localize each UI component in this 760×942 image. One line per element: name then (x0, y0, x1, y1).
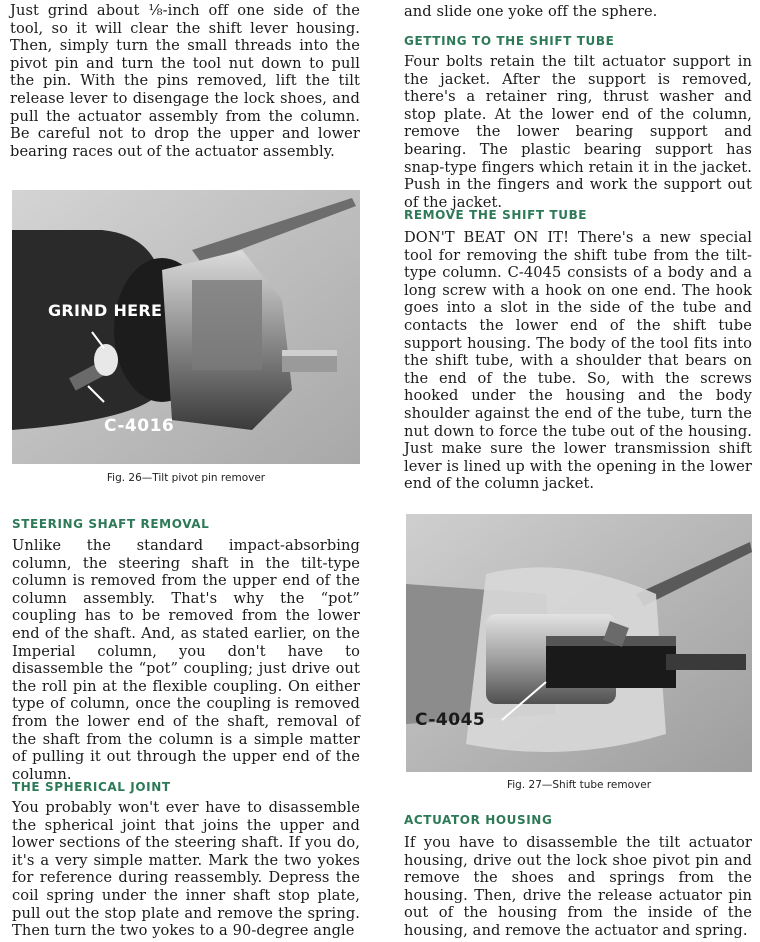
intro-paragraph: Just grind about ⅛-inch off one side of the tool, so it will clear the shift lever housing. Then, simply turn the small threads into the pivot pin and turn the tool nut down to pull the pin. With the pins removed, lift the tilt release lever to disengage the lock shoes, and pull the actuator assembly from the column. Be careful not to drop the upper and lower bearing races out of the actuator assembly. (10, 2, 360, 160)
actuator-housing-paragraph: If you have to disassemble the tilt actuator housing, drive out the lock shoe pivot pin and remove the shoes and springs from the housing. Then, drive the release actuator pin out of the housing from the inside of the housing, and remove the actuator and spring. (404, 834, 752, 939)
fig27-caption: Fig. 27—Shift tube remover (506, 779, 652, 791)
shift-tube-paragraph: Four bolts retain the tilt actuator support in the jacket. After the support is removed, there's a retainer ring, thrust washer and stop plate. At the lower end of the column, remove the lower bearing support and bearing. The plastic bearing support has snap-type fingers which retain it in the jacket. Push in the fingers and work the support out of the jacket. (404, 53, 752, 211)
actuator-housing-heading: ACTUATOR HOUSING (404, 813, 553, 827)
steering-shaft-heading: STEERING SHAFT REMOVAL (12, 517, 210, 531)
grind-here-label: GRIND HERE (48, 301, 163, 320)
spherical-joint-paragraph: You probably won't ever have to disassemble the spherical joint that joins the upper and lower sections of the steering shaft. If you do, it's a very simple matter. Mark the two yokes for reference during reassembly. Depress the coil spring under the inner shaft stop plate, pull out the stop plate and remove the spring. Then turn the two yokes to a 90-degree angle (12, 799, 360, 940)
fig27-photo (406, 514, 752, 772)
steering-shaft-paragraph: Unlike the standard impact-absorbing column, the steering shaft in the tilt-type column is removed from the upper end of the column assembly. That's why the “pot” coupling has to be removed from the lower end of the shaft. And, as stated earlier, on the Imperial column, you don't have to disassemble the “pot” coupling; just drive out the roll pin at the flexible coupling. On either type of column, once the coupling is removed from the lower end of the shaft, removal of the shaft from the column is a simple matter of pulling it out through the upper end of the column. (12, 537, 360, 783)
c4045-label: C-4045 (415, 710, 486, 730)
remove-shift-tube-paragraph: DON'T BEAT ON IT! There's a new special tool for removing the shift tube from the tilt-type column. C-4045 consists of a body and a long screw with a hook on one end. The hook goes into a slot in the side of the tube and contacts the lower end of the shift tube support housing. The body of the tool fits into the shift tube, with a shoulder that bears on the end of the tube. So, with the screws hooked under the housing and the body shoulder against the end of the tube, turn the nut down to force the tube out of the housing. Just make sure the lower transmission shift lever is lined up with the opening in the lower end of the column jacket. (404, 229, 752, 493)
shift-tube-heading: GETTING TO THE SHIFT TUBE (404, 34, 615, 48)
fig26-caption: Fig. 26—Tilt pivot pin remover (106, 472, 266, 484)
remove-shift-tube-heading: REMOVE THE SHIFT TUBE (404, 208, 588, 222)
continuation-paragraph: and slide one yoke off the sphere. (404, 3, 658, 20)
c4016-label: C-4016 (104, 416, 175, 436)
fig26-photo (12, 190, 360, 464)
shift-tube-illustration (406, 514, 752, 772)
spherical-joint-heading: THE SPHERICAL JOINT (12, 780, 171, 794)
tilt-column-illustration (12, 190, 360, 464)
